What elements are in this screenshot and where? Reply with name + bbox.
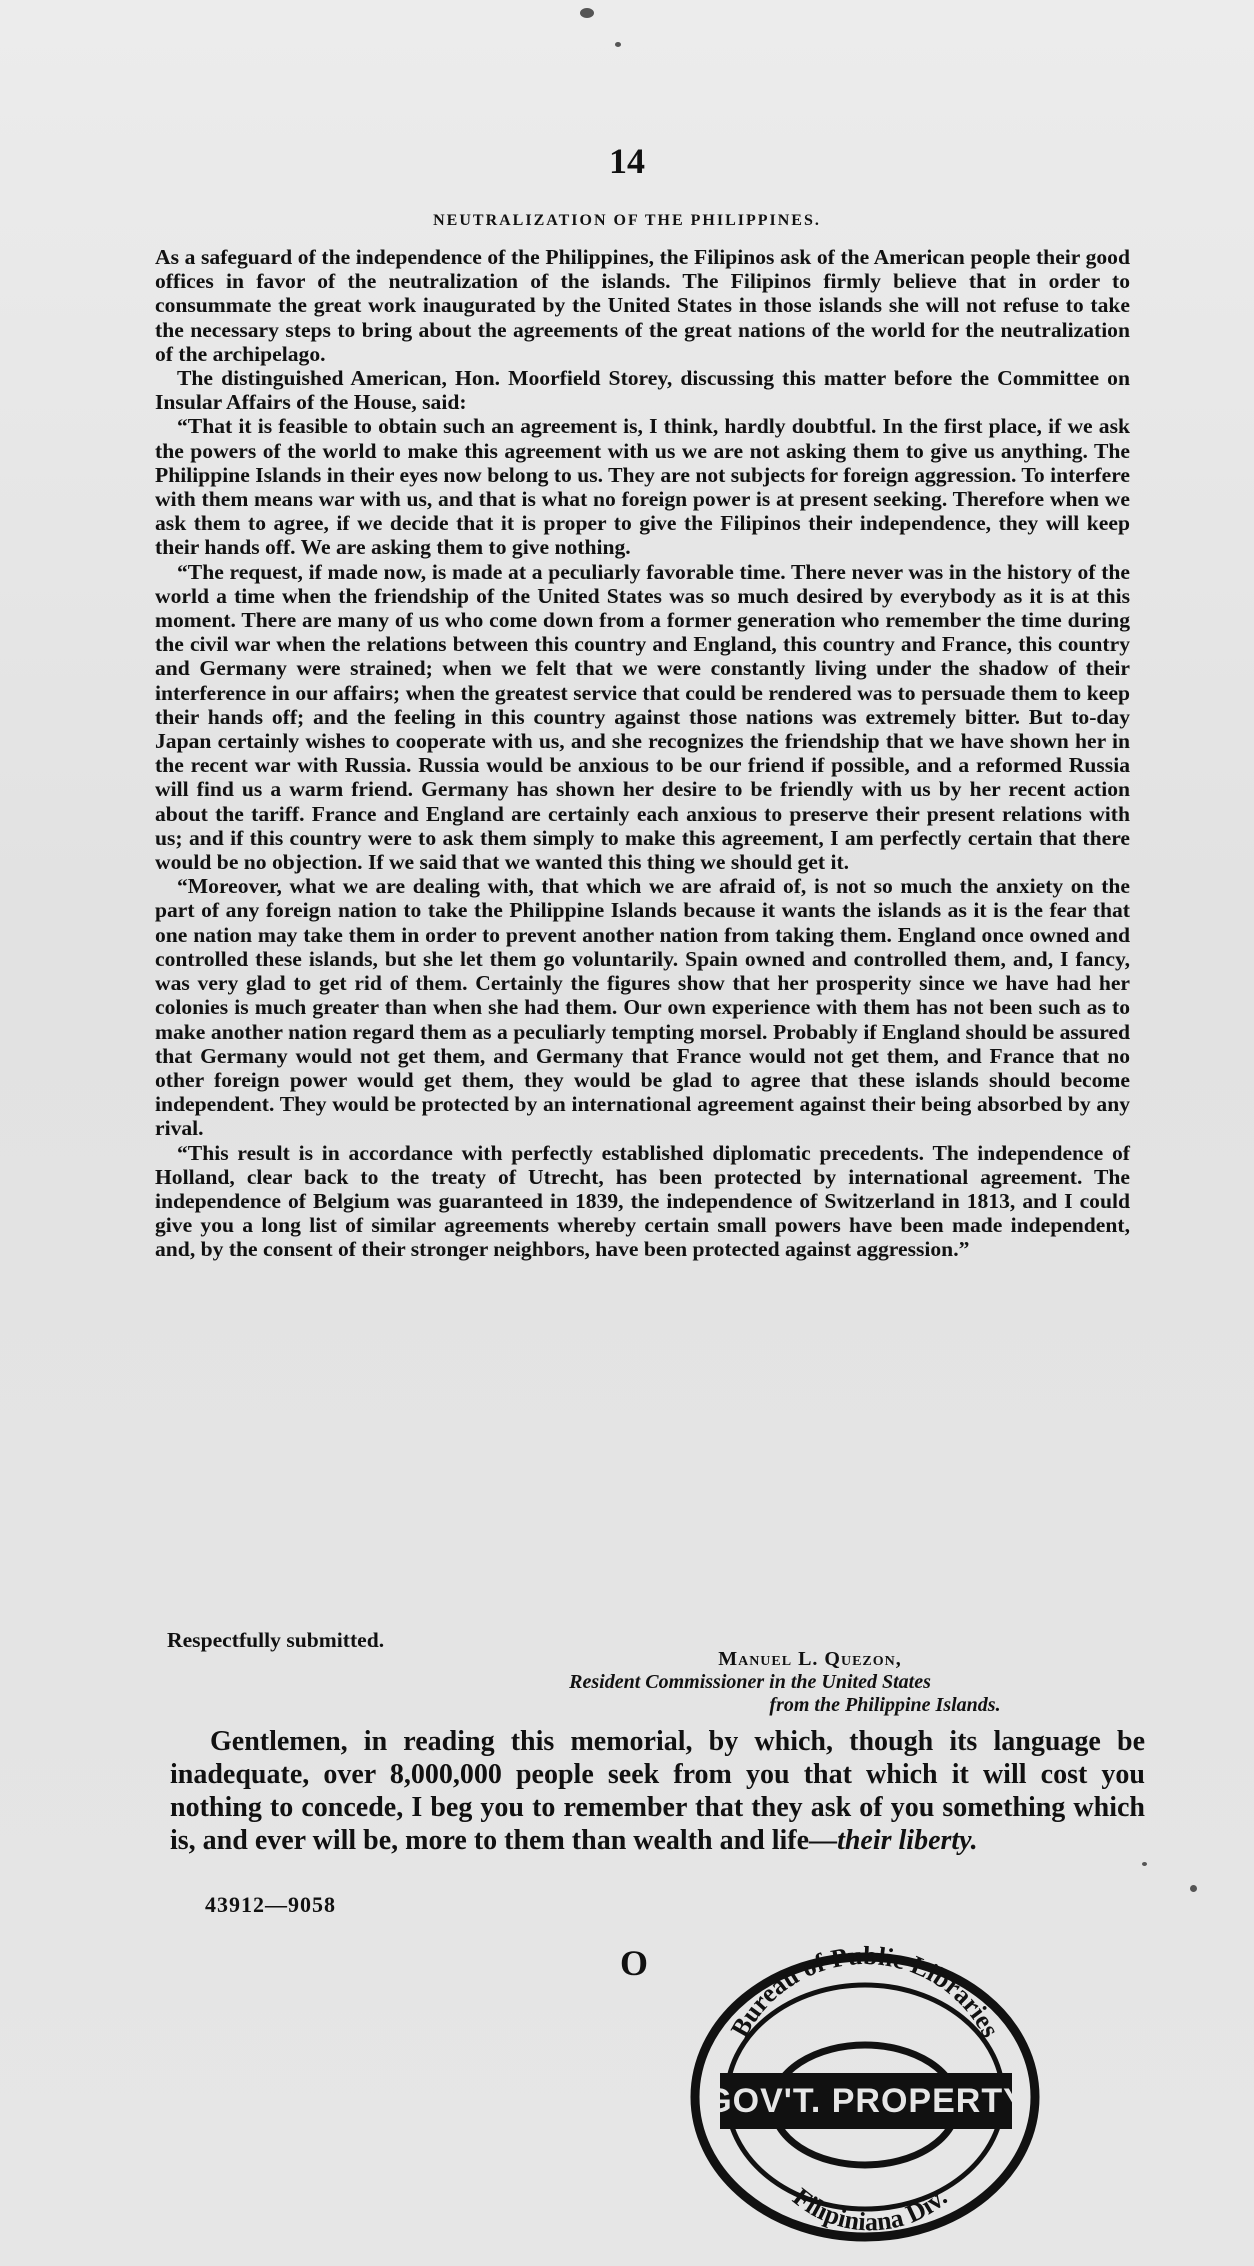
closing-emphasis: their liberty. [837,1825,978,1856]
scan-speck [580,8,594,18]
scan-speck [1142,1862,1147,1866]
signature-block [430,1648,1150,1717]
paragraph-request: “The request, if made now, is made at a peculiarly favorable time. There never was in the history of the world a time when the friendship of the United States was so much desired by everybody as it is at this moment. There are many of us who come down from a former generation who remember the time during the civil war when the relations between this country and England, this country and France, this country and Germany were strained; when we felt that we were constantly living under the shadow of their interference in our affairs; when the greatest service that could be rendered was to persuade them to keep their hands off; and the feeling in this country against those nations was extremely bitter. But to-day Japan certainly wishes to cooperate with us, and she recognizes the friendship that we have shown her in the recent war with Russia. Russia would be anxious to be our friend if possible, and a reformed Russia will find us a warm friend. Germany has shown her desire to be friendly with us by her recent action about the tariff. France and England are certainly each anxious to preserve their present relations with us; and if this country were to ask them simply to make this agreement, I am perfectly certain that there would be no objection. If we said that we wanted this thing we should get it. [155,559,1130,875]
paragraph-precedents: “This result is in accordance with perfectly established diplomatic precedents. The independence of Holland, clear back to the treaty of Utrecht, has been protected by international agreement. The independence of Belgium was guaranteed in 1839, the independence of Switzerland in 1813, and I could give you a long list of similar agreements whereby certain small powers have been made independent, and, by the consent of their stronger neighbors, have been protected against aggression.” [155,1140,1130,1262]
signatory-title: Resident Commissioner in the United States [569,1671,931,1693]
page-number: 14 [609,141,645,181]
stamp-top-text: Bureau of Public Libraries [724,1940,1006,2042]
closing-appeal [170,1725,1145,1857]
scan-speck [1190,1885,1197,1892]
paragraph-storey-intro: The distinguished American, Hon. Moorfield Storey, discussing this matter before the Committee on Insular Affairs of the House, said: [155,366,1130,415]
print-code: 43912—9058 [205,1892,336,1917]
stamp-band-text: GOV'T. PROPERTY [705,2082,1027,2120]
stamp-bottom-text: Filipiniana Div. [787,2182,953,2237]
o-mark: O [620,1943,649,1983]
paragraph-safeguard: As a safeguard of the independence of the Philippines, the Filipinos ask of the American people their good offices in favor of the neutralization of the islands. The Filipinos firmly believe that in order to consummate the great work inaugurated by the United States in those islands she will not refuse to take the necessary steps to bring about the agreements of the great nations of the world for the neutralization of the archipelago. [155,245,1130,366]
paragraph-feasible: “That it is feasible to obtain such an agreement is, I think, hardly doubtful. In the first place, if we ask the powers of the world to make this agreement with us we are not asking them to give us anything. The Philippine Islands in their eyes now belong to us. They are not subjects for foreign aggression. To interfere with them means war with us, and that is what no foreign power is at present seeking. Therefore when we ask them to agree, if we decide that it is proper to give the Filipinos their independence, they will keep their hands off. We are asking them to give nothing. [155,414,1130,560]
closing-text: Gentlemen, in reading this memorial, by which, though its language be inadequate, over 8,000,000 people seek from you that which it will cost you nothing to concede, I beg you to remember that they ask of you something which is, and ever will be, more to them than wealth and life— [170,1726,1145,1856]
respectfully-submitted: Respectfully submitted. [167,1628,385,1652]
section-title: NEUTRALIZATION OF THE PHILIPPINES. [433,212,821,229]
scan-speck [615,42,621,47]
signatory-name: Manuel L. Quezon, [718,1648,902,1670]
paragraph-moreover: “Moreover, what we are dealing with, that which we are afraid of, is not so much the anxiety on the part of any foreign nation to take the Philippine Islands because it wants the islands as it is the fear that one nation may take them in order to prevent another nation from taking them. England once owned and controlled these islands, but she let them go voluntarily. Spain owned and controlled them, and, I fancy, was very glad to get rid of them. Certainly the figures show that her prosperity since we have had her colonies is much greater than when she had them. Our own experience with them has not been such as to make another nation regard them as a peculiarly tempting morsel. Probably if England should be assured that Germany would not get them, and Germany that France would not get them, and France that no other foreign power would get them, they would be glad to agree that these islands should become independent. They would be protected by an international agreement against their being absorbed by any rival. [155,874,1130,1141]
signatory-org: from the Philippine Islands. [769,1694,1001,1716]
memorial-body [155,245,1130,1262]
library-stamp [680,1925,1050,2245]
